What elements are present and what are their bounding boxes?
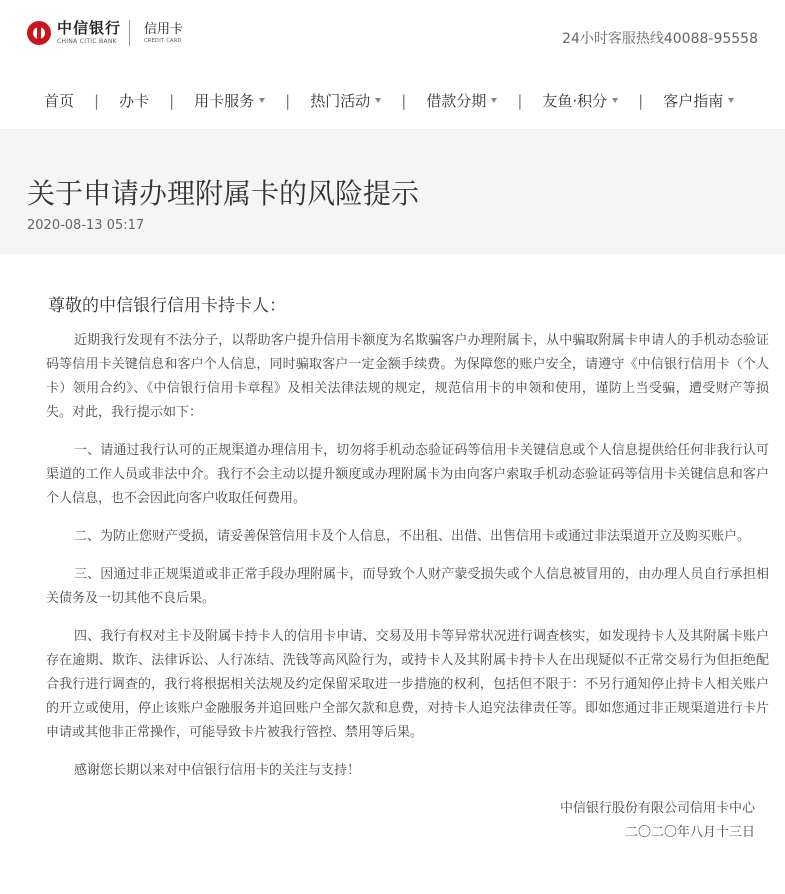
nav-item-home[interactable]: [44, 90, 74, 111]
caret-down-icon: [491, 98, 497, 103]
brand-logo[interactable]: [27, 20, 183, 46]
brand-name-en: CHINA CITIC BANK: [57, 38, 117, 45]
article-header: [0, 129, 785, 254]
nav-label: 友鱼·积分: [542, 92, 608, 110]
nav-item-apply-card[interactable]: [119, 90, 149, 111]
nav-label: 首页: [44, 92, 75, 110]
credit-card-label-cn: 信用卡: [144, 21, 184, 37]
caret-down-icon: [375, 98, 381, 103]
nav-item-card-services[interactable]: [194, 90, 265, 111]
caret-down-icon: [728, 98, 734, 103]
nav-separator: |: [517, 91, 523, 110]
main-nav: [0, 72, 785, 129]
paragraph: 二、为防止您财产受损，请妥善保管信用卡及个人信息，不出租、出借、出售信用卡或通过非法渠道开立及购买账户。: [74, 529, 751, 544]
greeting: 尊敬的中信银行信用卡持卡人：: [48, 296, 286, 316]
nav-separator: |: [94, 91, 100, 110]
service-hotline: 24小时客服热线40088-95558: [562, 31, 758, 47]
nav-item-youyu-points[interactable]: [542, 90, 618, 111]
credit-card-label-en: CREDIT CARD: [144, 37, 182, 44]
article-title: 关于申请办理附属卡的风险提示: [27, 177, 420, 210]
nav-label: 借款分期: [426, 92, 487, 110]
paragraph: 近期我行发现有不法分子，以帮助客户提升信用卡额度为名欺骗客户办理附属卡，从中骗取附属卡申请人的手机动态验证码等信用卡关键信息和客户个人信息，同时骗取客户一定金额手续费。为保障您的账户安全，请遵守《中信银行信用卡（个人卡）领用合约》、《中信银行信用卡章程》及相关法律法规的规定，规范信用卡的申领和使用，谨防上当受骗，遭受财产等损失。对此，我行提示如下：: [46, 333, 769, 420]
nav-item-hot-activities[interactable]: [310, 90, 381, 111]
nav-label: 用卡服务: [194, 92, 255, 110]
paragraph: 感谢您长期以来对中信银行信用卡的关注与支持！: [74, 763, 361, 778]
nav-separator: |: [169, 91, 175, 110]
signature: [46, 797, 769, 845]
nav-separator: |: [285, 91, 291, 110]
caret-down-icon: [612, 98, 618, 103]
nav-item-loans-installments[interactable]: [426, 90, 497, 111]
site-header: [0, 0, 785, 72]
article-date: 2020-08-13 05:17: [27, 218, 145, 233]
logo-divider: [129, 20, 130, 46]
paragraph: 一、请通过我行认可的正规渠道办理信用卡，切勿将手机动态验证码等信用卡关键信息或个人信息提供给任何非我行认可渠道的工作人员或非法中介。我行不会主动以提升额度或办理附属卡为由向客户索取手机动态验证码等信用卡关键信息和客户个人信息，也不会因此向客户收取任何费用。: [46, 443, 769, 506]
nav-label: 办卡: [119, 92, 150, 110]
citic-logo-icon: [27, 21, 51, 45]
nav-label: 客户指南: [663, 92, 724, 110]
article-body: [0, 254, 785, 845]
brand-name-cn: 中信银行: [57, 19, 122, 37]
signature-org: 中信银行股份有限公司信用卡中心: [559, 801, 755, 816]
nav-label: 热门活动: [310, 92, 371, 110]
caret-down-icon: [259, 98, 265, 103]
signature-date: 二〇二〇年八月十三日: [624, 825, 755, 840]
nav-item-customer-guide[interactable]: [663, 90, 734, 111]
paragraph: 三、因通过非正规渠道或非正常手段办理附属卡，而导致个人财产蒙受损失或个人信息被冒用的，由办理人员自行承担相关债务及一切其他不良后果。: [46, 567, 769, 606]
nav-separator: |: [638, 91, 644, 110]
nav-separator: |: [401, 91, 407, 110]
paragraph: 四、我行有权对主卡及附属卡持卡人的信用卡申请、交易及用卡等异常状况进行调查核实，如发现持卡人及其附属卡账户存在逾期、欺诈、法律诉讼、人行冻结、洗钱等高风险行为，或持卡人及其附属卡持卡人在出现疑似不正常交易行为但拒绝配合我行进行调查的，我行将根据相关法规及约定保留采取进一步措施的权利，包括但不限于：不另行通知停止持卡人相关账户的开立或使用，停止该账户金融服务并追回账户全部欠款和息费，对持卡人追究法律责任等。即如您通过非正规渠道进行卡片申请或其他非正常操作，可能导致卡片被我行管控、禁用等后果。: [46, 629, 769, 740]
